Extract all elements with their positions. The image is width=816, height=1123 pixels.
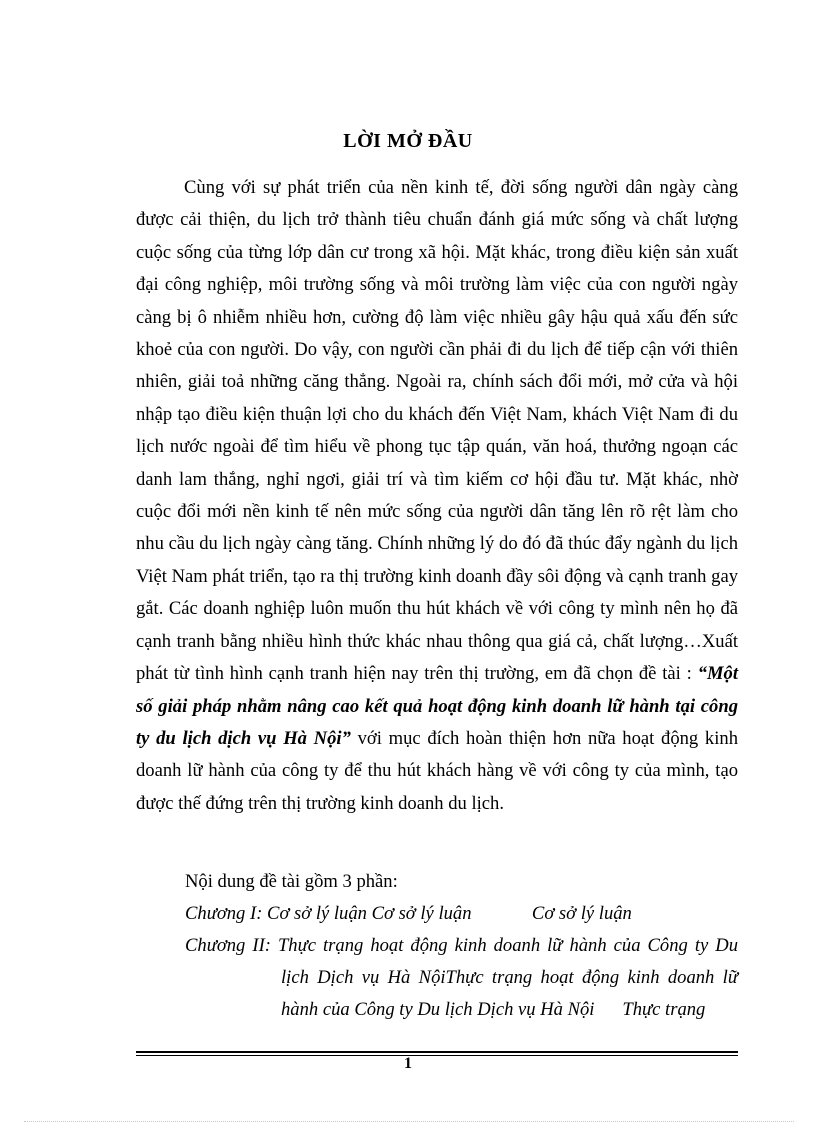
footer-rule-thick [136, 1051, 738, 1053]
chapter-1: Chương I: Cơ sở lý luận Cơ sở lý luận Cơ sở lý luận [185, 903, 632, 924]
intro-text-after-title: với mục đích hoàn thiện hơn nữa hoạt động kinh doanh lữ hành của công ty để thu hút khách hàng về với công ty của mình, tạo được thế đứng trên thị trường kinh doanh du lịch. [136, 727, 738, 814]
page-edge [24, 1121, 794, 1122]
page-heading: LỜI MỞ ĐẦU [343, 130, 473, 152]
chapter-2: Chương II: Thực trạng hoạt động kinh doanh lữ hành của Công ty Du lịch Dịch vụ Hà NộiThực trạng hoạt động kinh doanh lữ hành của Công ty Du lịch Dịch vụ Hà Nội Thực trạng [185, 935, 738, 1020]
thesis-title: “Một số giải pháp nhằm nâng cao kết quả hoạt động kinh doanh lữ hành tại công ty du lịch dịch vụ Hà Nội” [136, 663, 738, 749]
intro-paragraph [136, 172, 738, 820]
page-number: 1 [404, 1055, 412, 1072]
intro-text [136, 172, 738, 820]
contents-section [136, 866, 738, 1026]
contents-intro: Nội dung đề tài gồm 3 phần: [185, 871, 398, 892]
intro-text-before-title: Cùng với sự phát triển của nền kinh tế, đời sống người dân ngày càng được cải thiện, du lịch trở thành tiêu chuẩn đánh giá mức sống và chất lượng cuộc sống của từng lớp dân cư trong xã hội. Mặt khác, trong điều kiện sản xuất đại công nghiệp, môi trường sống và môi trường làm việc của con người ngày càng bị ô nhiễm nhiều hơn, cường độ làm việc nhiều gây hậu quả xấu đến sức khoẻ của con người. Do vậy, con người cần phải đi du lịch để tiếp cận với thiên nhiên, giải toả những căng thẳng. Ngoài ra, chính sách đổi mới, mở cửa và hội nhập tạo điều kiện thuận lợi cho du khách đến Việt Nam, khách Việt Nam đi du lịch nước ngoài để tìm hiểu về phong tục tập quán, văn hoá, thưởng ngoạn các danh lam thắng, nghỉ ngơi, giải trí và tìm kiếm cơ hội đầu tư. Mặt khác, nhờ cuộc đổi mới nền kinh tế nên mức sống của người dân tăng lên rõ rệt làm cho nhu cầu du lịch ngày càng tăng. Chính những lý do đó đã thúc đẩy ngành du lịch Việt Nam phát triển, tạo ra thị trường kinh doanh đầy sôi động và cạnh tranh gay gắt. Các doanh nghiệp luôn muốn thu hút khách về với công ty mình nên họ đã cạnh tranh bằng nhiều hình thức khác nhau thông qua giá cả, chất lượng…Xuất phát từ tình hình cạnh tranh hiện nay trên thị trường, em đã chọn đề tài : [136, 177, 738, 685]
